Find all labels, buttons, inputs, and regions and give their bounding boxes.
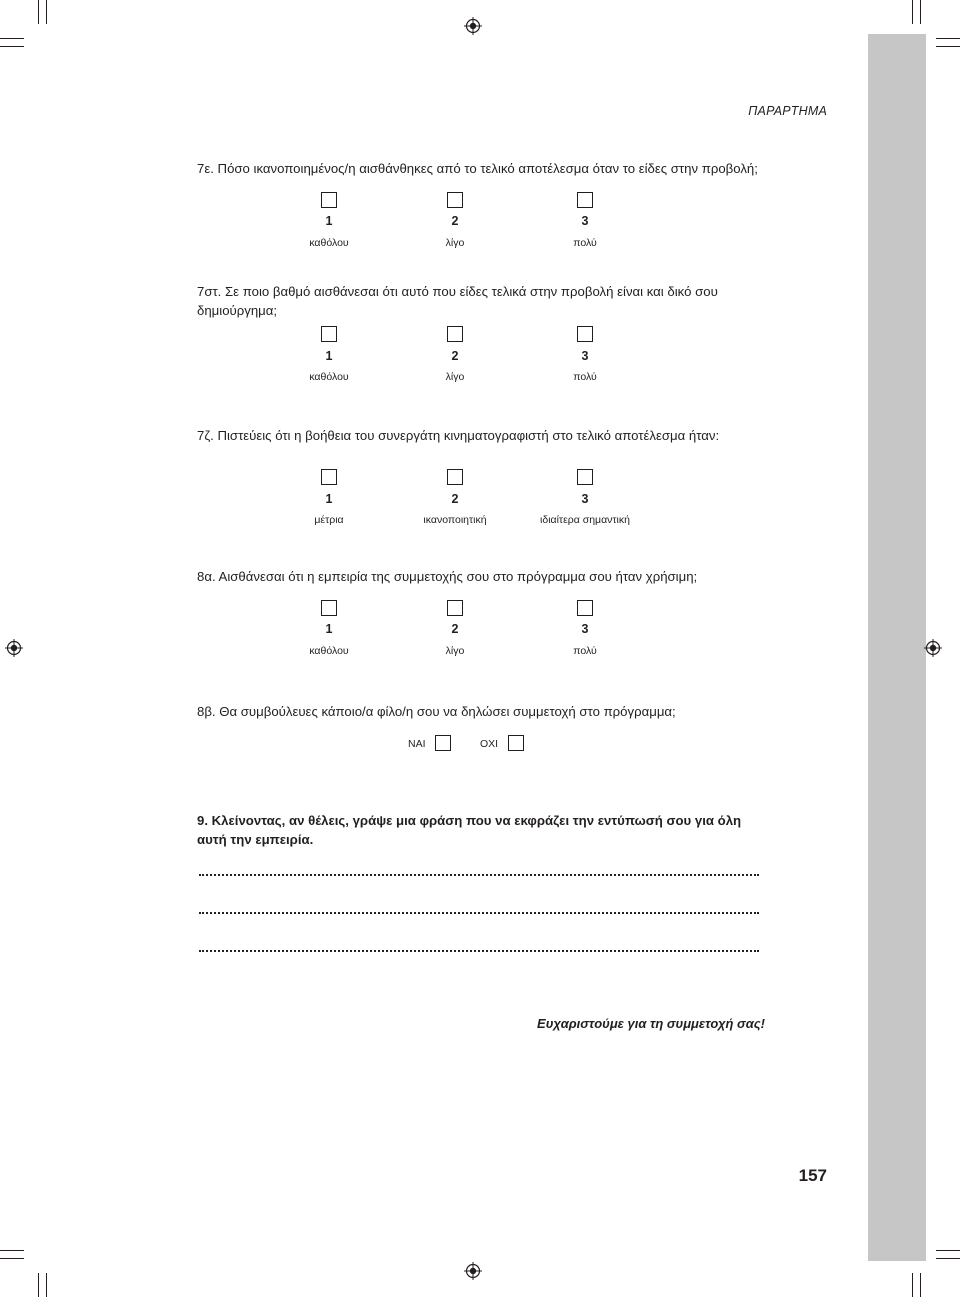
q7z-option-3-checkbox[interactable] bbox=[577, 469, 593, 485]
crop-mark bbox=[920, 1273, 921, 1297]
answer-line-1[interactable] bbox=[199, 874, 759, 876]
crop-mark bbox=[936, 38, 960, 39]
q8a-option-3-checkbox[interactable] bbox=[577, 600, 593, 616]
q8a-option-2-checkbox[interactable] bbox=[447, 600, 463, 616]
q8b-no-checkbox[interactable] bbox=[508, 735, 524, 751]
answer-line-2[interactable] bbox=[199, 912, 759, 914]
q7e-option-2-checkbox[interactable] bbox=[447, 192, 463, 208]
answer-line-3[interactable] bbox=[199, 950, 759, 952]
q7z-option-1-label: μέτρια bbox=[314, 514, 344, 526]
q7st-option-3-checkbox[interactable] bbox=[577, 326, 593, 342]
crop-mark bbox=[0, 1250, 24, 1251]
q7z-option-3-number: 3 bbox=[581, 492, 589, 506]
q8a-option-2-number: 2 bbox=[451, 622, 459, 636]
crop-mark bbox=[936, 46, 960, 47]
q7z-option-1-checkbox[interactable] bbox=[321, 469, 337, 485]
question-7z-text: 7ζ. Πιστεύεις ότι η βοήθεια του συνεργάτη κινηματογραφιστή στο τελικό αποτέλεσμα ήταν: bbox=[197, 428, 720, 443]
q8a-option-3-label: πολύ bbox=[573, 645, 597, 657]
q7st-option-1-number: 1 bbox=[325, 349, 333, 363]
q7e-option-1-number: 1 bbox=[325, 214, 333, 228]
q7st-option-1-label: καθόλου bbox=[309, 371, 349, 383]
crop-mark bbox=[0, 38, 24, 39]
crop-mark bbox=[46, 0, 47, 24]
registration-mark-icon bbox=[5, 639, 23, 657]
q7e-option-3-checkbox[interactable] bbox=[577, 192, 593, 208]
section-header: ΠΑΡΑΡΤΗΜΑ bbox=[748, 104, 827, 118]
q7e-option-1-label: καθόλου bbox=[309, 237, 349, 249]
crop-mark bbox=[0, 1258, 24, 1259]
q8a-option-2-label: λίγο bbox=[445, 645, 465, 657]
registration-mark-icon bbox=[464, 1262, 482, 1280]
q8b-yes-checkbox[interactable] bbox=[435, 735, 451, 751]
q7st-option-1-checkbox[interactable] bbox=[321, 326, 337, 342]
q7st-option-3-label: πολύ bbox=[573, 371, 597, 383]
crop-mark bbox=[936, 1258, 960, 1259]
q7e-option-3-number: 3 bbox=[581, 214, 589, 228]
registration-mark-icon bbox=[464, 17, 482, 35]
q8b-yes-label: ΝΑΙ bbox=[408, 738, 426, 750]
crop-mark bbox=[38, 1273, 39, 1297]
crop-mark bbox=[912, 0, 913, 24]
q7z-option-2-checkbox[interactable] bbox=[447, 469, 463, 485]
crop-mark bbox=[46, 1273, 47, 1297]
crop-mark bbox=[920, 0, 921, 24]
crop-mark bbox=[912, 1273, 913, 1297]
question-8b-text: 8β. Θα συμβούλευες κάποιο/α φίλο/η σου να δηλώσει συμμετοχή στο πρόγραμμα; bbox=[197, 704, 676, 719]
crop-mark bbox=[38, 0, 39, 24]
q7z-option-2-number: 2 bbox=[451, 492, 459, 506]
q7z-option-1-number: 1 bbox=[325, 492, 333, 506]
question-9-text: 9. Κλείνοντας, αν θέλεις, γράψε μια φράση που να εκφράζει την εντύπωσή σου για όλη αυτή την εμπειρία. bbox=[197, 813, 742, 847]
q7st-option-2-number: 2 bbox=[451, 349, 459, 363]
page-number: 157 bbox=[798, 1166, 827, 1185]
question-7st-text: 7στ. Σε ποιο βαθμό αισθάνεσαι ότι αυτό που είδες τελικά στην προβολή είναι και δικό σου δημιούργημα; bbox=[197, 284, 718, 318]
question-7e-text: 7ε. Πόσο ικανοποιημένος/η αισθάνθηκες από το τελικό αποτέλεσμα όταν το είδες στην προβολή; bbox=[197, 161, 758, 176]
q7z-option-3-label: ιδιαίτερα σημαντική bbox=[540, 514, 630, 526]
closing-thanks: Ευχαριστούμε για τη συμμετοχή σας! bbox=[537, 1016, 765, 1031]
q8a-option-3-number: 3 bbox=[581, 622, 589, 636]
crop-mark bbox=[0, 46, 24, 47]
q8a-option-1-label: καθόλου bbox=[309, 645, 349, 657]
q7e-option-2-label: λίγο bbox=[445, 237, 465, 249]
q7st-option-3-number: 3 bbox=[581, 349, 589, 363]
q7st-option-2-checkbox[interactable] bbox=[447, 326, 463, 342]
q7st-option-2-label: λίγο bbox=[445, 371, 465, 383]
q7z-option-2-label: ικανοποιητική bbox=[423, 514, 487, 526]
q8a-option-1-number: 1 bbox=[325, 622, 333, 636]
q7e-option-1-checkbox[interactable] bbox=[321, 192, 337, 208]
q8a-option-1-checkbox[interactable] bbox=[321, 600, 337, 616]
q7e-option-2-number: 2 bbox=[451, 214, 459, 228]
question-8a-text: 8α. Αισθάνεσαι ότι η εμπειρία της συμμετοχής σου στο πρόγραμμα σου ήταν χρήσιμη; bbox=[197, 569, 698, 584]
side-tab-bar bbox=[868, 34, 926, 1261]
q7e-option-3-label: πολύ bbox=[573, 237, 597, 249]
registration-mark-icon bbox=[924, 639, 942, 657]
crop-mark bbox=[936, 1250, 960, 1251]
q8b-no-label: ΟΧΙ bbox=[480, 738, 499, 750]
